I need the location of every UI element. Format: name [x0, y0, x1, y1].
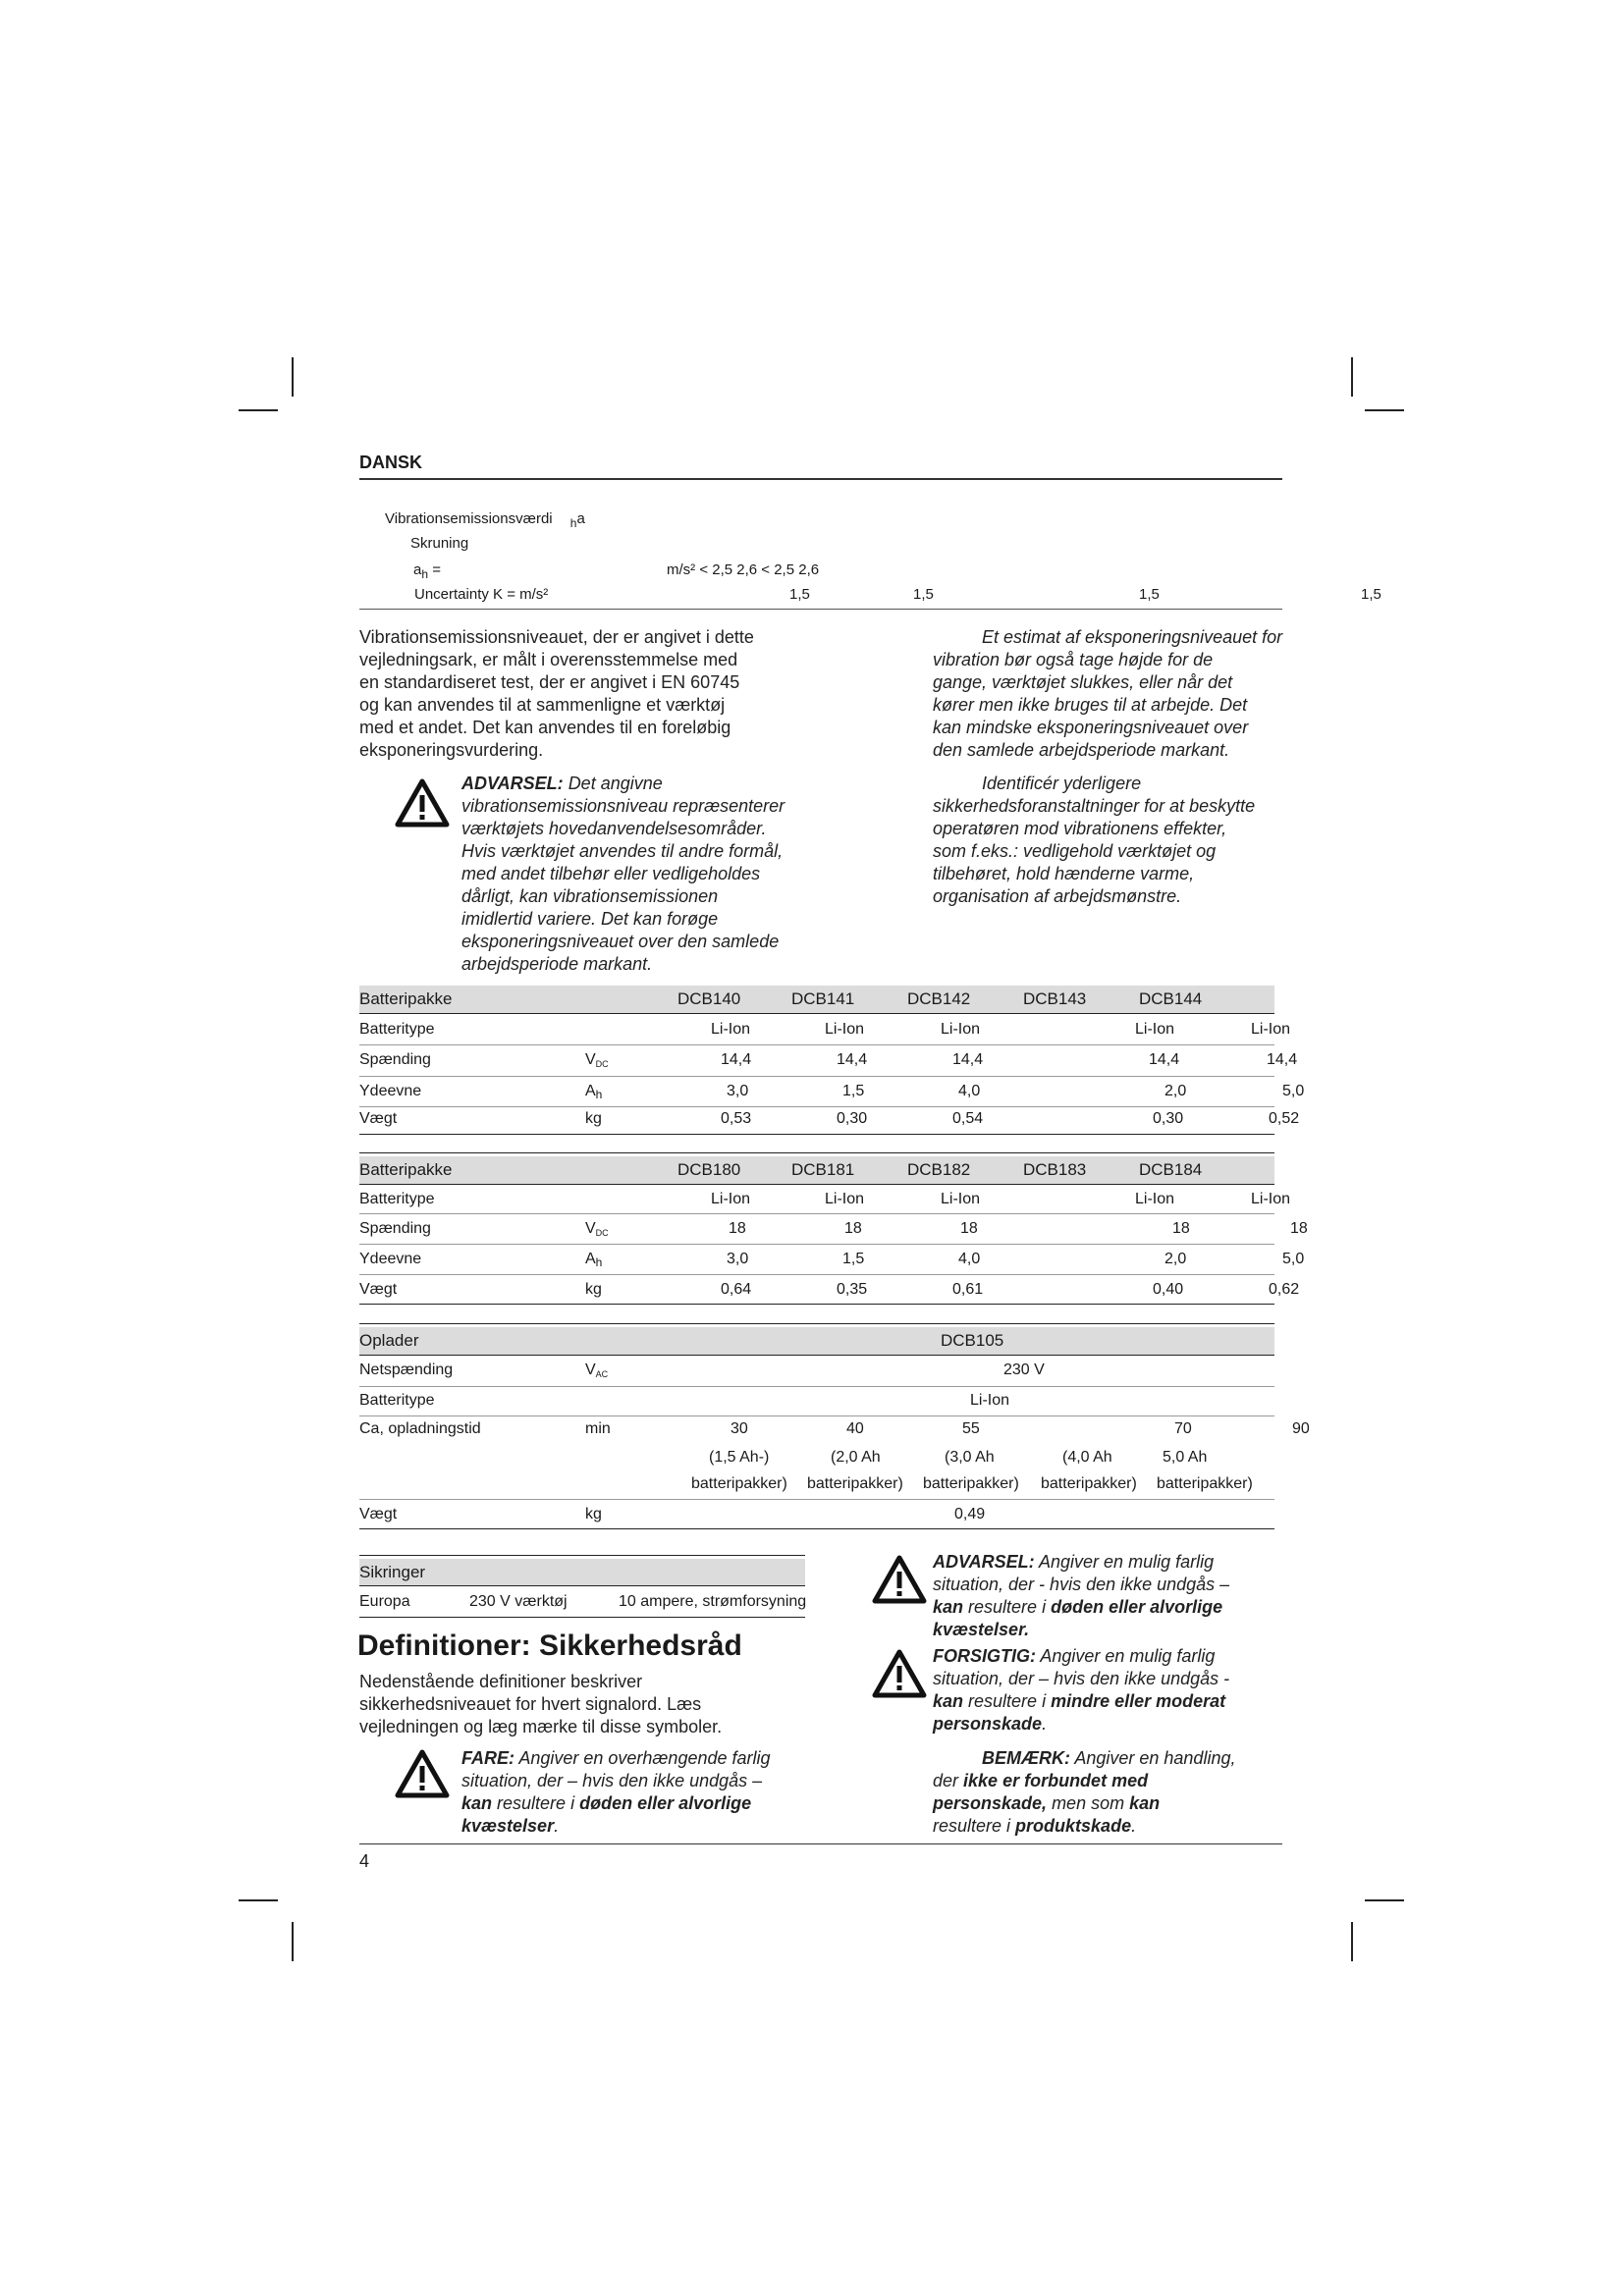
- row-label: Vægt: [359, 1506, 398, 1522]
- definitions-intro: [359, 1671, 722, 1738]
- model-col: DCB140: [677, 989, 741, 1008]
- cell-value: 14,4: [1267, 1051, 1298, 1068]
- row-rule: [359, 1244, 1274, 1245]
- bemaerk-definition: [933, 1747, 1235, 1838]
- cell-value: Li-Ion: [1135, 1021, 1175, 1038]
- warning-left-line: arbejdsperiode markant.: [461, 954, 653, 974]
- cell-value: 5,0: [1282, 1083, 1305, 1099]
- cell-value: Li-Ion: [1251, 1191, 1291, 1207]
- warning-left-label: ADVARSEL:: [461, 774, 564, 793]
- cell-value: 0,35: [837, 1281, 868, 1298]
- fare-kan: kan: [461, 1793, 493, 1813]
- intro-right-line: som f.eks.: vedligehold værktøjet og: [933, 841, 1217, 861]
- charge-pack: batteripakker): [1157, 1475, 1253, 1492]
- uncertainty-label: Uncertainty K = m/s²: [414, 586, 549, 603]
- charge-pack: batteripakker): [1041, 1475, 1137, 1492]
- fare-line: resultere i: [492, 1793, 580, 1813]
- row-rule: [359, 1617, 805, 1618]
- unit-sub: AC: [595, 1369, 609, 1379]
- vibration-rule: [359, 609, 1282, 610]
- intro-right-line: tilbehøret, hold hænderne varme,: [933, 864, 1195, 883]
- model-col: DCB144: [1139, 989, 1203, 1008]
- cell-value: Li-Ion: [941, 1021, 981, 1038]
- row-unit: [585, 1051, 609, 1069]
- row-rule: [359, 1386, 1274, 1387]
- cell-value: 0,61: [952, 1281, 984, 1298]
- intro-left-line: en standardiseret test, der er angivet i EN 60745: [359, 672, 740, 692]
- cell-value: 2,0: [1164, 1083, 1187, 1099]
- bemaerk-emph: produktskade: [1015, 1816, 1132, 1836]
- model-col: DCB143: [1023, 989, 1087, 1008]
- forsigtig-consequence: personskade: [933, 1714, 1043, 1734]
- row-unit: [585, 1362, 608, 1379]
- uncertainty-value: 1,5: [913, 586, 934, 603]
- vibration-title-text: Vibrationsemissionsværdi: [385, 510, 553, 527]
- row-rule: [359, 1134, 1274, 1135]
- charge-time: 30: [731, 1420, 748, 1437]
- model-col: DCB180: [677, 1160, 741, 1179]
- definitions-intro-line: sikkerhedsniveauet for hvert signalord. Læs: [359, 1694, 702, 1714]
- warning-left-line: værktøjets hovedanvendelsesområder.: [461, 819, 767, 838]
- row-label: Spænding: [359, 1220, 431, 1237]
- intro-right-line: vibration bør også tage højde for de: [933, 650, 1214, 669]
- model-col: DCB181: [791, 1160, 855, 1179]
- crop-mark: [292, 1922, 294, 1961]
- row-rule: [359, 1044, 1274, 1045]
- intro-right-line: kan mindske eksponeringsniveauet over: [933, 718, 1249, 737]
- charge-ah: (1,5 Ah-): [709, 1449, 770, 1466]
- row-label: Ydeevne: [359, 1251, 422, 1267]
- intro-left-line: og kan anvendes til at sammenligne et værktøj: [359, 695, 726, 715]
- unit-text: A: [585, 1083, 596, 1099]
- warning-left-line: Det angivne: [568, 774, 663, 793]
- intro-right-2: [933, 773, 1255, 908]
- advarsel-definition: [933, 1551, 1229, 1641]
- fare-line: Angiver en overhængende farlig: [518, 1748, 771, 1768]
- charge-time: 70: [1174, 1420, 1192, 1437]
- fuse-rating: 10 ampere, strømforsyning: [619, 1593, 807, 1610]
- cell-value: 14,4: [952, 1051, 984, 1068]
- crop-mark: [1351, 357, 1353, 397]
- unit-sub: h: [595, 1255, 603, 1269]
- cell-value: Li-Ion: [825, 1191, 865, 1207]
- cell-value: 5,0: [1282, 1251, 1305, 1267]
- warning-left-line: imidlertid variere. Det kan forøge: [461, 909, 719, 929]
- table-top-rule: [359, 1555, 805, 1556]
- ah-label: [413, 561, 441, 581]
- advarsel-label: ADVARSEL:: [933, 1552, 1035, 1572]
- table-rule: [359, 1013, 1274, 1014]
- warning-left-line: vibrationsemissionsniveau repræsenterer: [461, 796, 785, 816]
- forsigtig-period: .: [1042, 1714, 1048, 1734]
- bemaerk-line: Angiver en handling,: [1074, 1748, 1236, 1768]
- cell-value: 4,0: [958, 1251, 981, 1267]
- ah-label-sub: h: [421, 567, 429, 581]
- cell-value: Li-Ion: [711, 1191, 751, 1207]
- intro-left: [359, 626, 754, 762]
- row-rule: [359, 1076, 1274, 1077]
- table-top-rule: [359, 1152, 1274, 1153]
- row-label: Batteritype: [359, 1392, 435, 1409]
- row-unit: kg: [585, 1110, 602, 1127]
- row-unit: kg: [585, 1281, 602, 1298]
- table-rule: [359, 1184, 1274, 1185]
- row-label: Vægt: [359, 1110, 398, 1127]
- fare-consequence: kvæstelser: [461, 1816, 555, 1836]
- cell-value: 1,5: [842, 1251, 865, 1267]
- forsigtig-label: FORSIGTIG:: [933, 1646, 1036, 1666]
- row-rule: [359, 1274, 1274, 1275]
- unit-text: V: [585, 1362, 596, 1378]
- advarsel-kan: kan: [933, 1597, 964, 1617]
- cell-value: 0,62: [1269, 1281, 1300, 1298]
- uncertainty-value: 1,5: [1361, 586, 1381, 603]
- row-unit: [585, 1251, 602, 1269]
- charge-pack: batteripakker): [923, 1475, 1019, 1492]
- fare-label: FARE:: [461, 1748, 514, 1768]
- model-col: DCB183: [1023, 1160, 1087, 1179]
- cell-value: 0,30: [1153, 1110, 1184, 1127]
- row-rule: [359, 1106, 1274, 1107]
- row-unit: kg: [585, 1506, 602, 1522]
- charge-time: 40: [846, 1420, 864, 1437]
- intro-right-line: Identificér yderligere: [982, 774, 1142, 793]
- table-header-label: Batteripakke: [359, 989, 453, 1008]
- row-rule: [359, 1415, 1274, 1416]
- crop-mark: [292, 357, 294, 397]
- unit-sub: h: [595, 1088, 603, 1101]
- row-label: Netspænding: [359, 1362, 454, 1378]
- forsigtig-line: situation, der – hvis den ikke undgås -: [933, 1669, 1230, 1688]
- charge-pack: batteripakker): [807, 1475, 903, 1492]
- header-rule: [359, 478, 1282, 480]
- charge-time: 90: [1292, 1420, 1310, 1437]
- language-header: DANSK: [359, 453, 423, 472]
- bemaerk-emph: personskade,: [933, 1793, 1048, 1813]
- cell-value: 18: [1172, 1220, 1190, 1237]
- intro-left-line: Vibrationsemissionsniveauet, der er angivet i dette: [359, 627, 754, 647]
- bemaerk-period: .: [1131, 1816, 1137, 1836]
- charger-model: DCB105: [941, 1331, 1004, 1350]
- forsigtig-kan: kan: [933, 1691, 964, 1711]
- model-col: DCB182: [907, 1160, 971, 1179]
- row-rule: [359, 1499, 1274, 1500]
- intro-right-line: kører men ikke bruges til at arbejde. Det: [933, 695, 1248, 715]
- ah-values: m/s² < 2,5 2,6 < 2,5 2,6: [667, 561, 820, 578]
- row-unit: [585, 1220, 609, 1238]
- danger-triangle-icon: [395, 1749, 450, 1798]
- table-header-label: Batteripakke: [359, 1160, 453, 1179]
- row-label: Ca, opladningstid: [359, 1420, 481, 1437]
- crop-mark: [1365, 1899, 1404, 1901]
- row-label: Spænding: [359, 1051, 431, 1068]
- warning-left-line: med andet tilbehør eller vedligeholdes: [461, 864, 761, 883]
- charge-ah: (4,0 Ah: [1062, 1449, 1112, 1466]
- model-col: DCB184: [1139, 1160, 1203, 1179]
- cell-value: 18: [844, 1220, 862, 1237]
- fuse-tool: 230 V værktøj: [469, 1593, 568, 1610]
- forsigtig-line: Angiver en mulig farlig: [1040, 1646, 1216, 1666]
- unit-text: V: [585, 1051, 596, 1068]
- cell-value: Li-Ion: [970, 1392, 1010, 1409]
- table-header-band: [359, 1327, 1274, 1355]
- warning-left-line: Hvis værktøjet anvendes til andre formål,: [461, 841, 784, 861]
- cell-value: 18: [1290, 1220, 1308, 1237]
- row-label: Batteritype: [359, 1191, 435, 1207]
- advarsel-consequence: kvæstelser.: [933, 1620, 1030, 1639]
- table-top-rule: [359, 1323, 1274, 1324]
- cell-value: 14,4: [1149, 1051, 1180, 1068]
- intro-right-line: den samlede arbejdsperiode markant.: [933, 740, 1230, 760]
- caution-triangle-icon: [872, 1649, 927, 1698]
- vibration-subtitle: Skruning: [410, 535, 469, 552]
- cell-value: 14,4: [837, 1051, 868, 1068]
- charge-pack: batteripakker): [691, 1475, 787, 1492]
- intro-left-line: vejledningsark, er målt i overensstemmelse med: [359, 650, 738, 669]
- unit-text: A: [585, 1251, 596, 1267]
- unit-sub: DC: [595, 1059, 609, 1069]
- bemaerk-line: resultere i: [933, 1816, 1016, 1836]
- cell-value: 1,5: [842, 1083, 865, 1099]
- forsigtig-consequence: mindre eller moderat: [1051, 1691, 1226, 1711]
- fuse-region: Europa: [359, 1593, 410, 1610]
- bemaerk-line: men som: [1047, 1793, 1130, 1813]
- warning-left-line: eksponeringsniveauet over den samlede: [461, 932, 780, 951]
- unit-sub: DC: [595, 1228, 609, 1238]
- intro-left-line: eksponeringsvurdering.: [359, 740, 544, 760]
- charge-time: 55: [962, 1420, 980, 1437]
- cell-value: Li-Ion: [825, 1021, 865, 1038]
- forsigtig-definition: [933, 1645, 1229, 1735]
- fare-definition: [461, 1747, 771, 1838]
- row-label: Vægt: [359, 1281, 398, 1298]
- row-rule: [359, 1528, 1274, 1529]
- row-label: Ydeevne: [359, 1083, 422, 1099]
- cell-value: 2,0: [1164, 1251, 1187, 1267]
- cell-value: Li-Ion: [1251, 1021, 1291, 1038]
- cell-value: 14,4: [721, 1051, 752, 1068]
- cell-value: 4,0: [958, 1083, 981, 1099]
- intro-right-line: organisation af arbejdsmønstre.: [933, 886, 1182, 906]
- charge-ah: (2,0 Ah: [831, 1449, 881, 1466]
- uncertainty-value: 1,5: [1139, 586, 1160, 603]
- warning-left-line: dårligt, kan vibrationsemissionen: [461, 886, 719, 906]
- cell-value: 230 V: [1003, 1362, 1045, 1378]
- ah-label-a: a: [413, 561, 422, 578]
- bemaerk-emph: ikke er forbundet med: [963, 1771, 1149, 1790]
- vibration-title: [385, 510, 585, 530]
- model-col: DCB141: [791, 989, 855, 1008]
- model-col: DCB142: [907, 989, 971, 1008]
- intro-right-1: [933, 626, 1282, 762]
- intro-right-line: sikkerhedsforanstaltninger for at beskytte: [933, 796, 1256, 816]
- ah-label-eq: =: [432, 561, 441, 578]
- cell-value: 0,30: [837, 1110, 868, 1127]
- fare-period: .: [554, 1816, 560, 1836]
- cell-value: 0,54: [952, 1110, 984, 1127]
- fare-line: situation, der – hvis den ikke undgås –: [461, 1771, 763, 1790]
- crop-mark: [1365, 409, 1404, 411]
- cell-value: 0,53: [721, 1110, 752, 1127]
- uncertainty-value: 1,5: [789, 586, 810, 603]
- definitions-intro-line: vejledningen og læg mærke til disse symboler.: [359, 1717, 723, 1736]
- row-unit: min: [585, 1420, 611, 1437]
- bemaerk-line: der: [933, 1771, 964, 1790]
- bemaerk-label: BEMÆRK:: [982, 1748, 1070, 1768]
- row-rule: [359, 1213, 1274, 1214]
- warning-left: [461, 773, 785, 976]
- cell-value: 3,0: [727, 1251, 749, 1267]
- cell-value: 3,0: [727, 1083, 749, 1099]
- charge-ah: 5,0 Ah: [1163, 1449, 1208, 1466]
- fuse-header: Sikringer: [359, 1563, 426, 1581]
- cell-value: 0,64: [721, 1281, 752, 1298]
- page-number: 4: [359, 1851, 370, 1871]
- table-header-band: [359, 1559, 805, 1585]
- table-rule: [359, 1585, 805, 1586]
- row-rule: [359, 1304, 1274, 1305]
- table-rule: [359, 1355, 1274, 1356]
- row-label: Batteritype: [359, 1021, 435, 1038]
- definitions-intro-line: Nedenstående definitioner beskriver: [359, 1672, 643, 1691]
- intro-right-line: gange, værktøjet slukkes, eller når det: [933, 672, 1233, 692]
- cell-value: Li-Ion: [1135, 1191, 1175, 1207]
- crop-mark: [1351, 1922, 1353, 1961]
- row-unit: [585, 1083, 602, 1101]
- cell-value: Li-Ion: [941, 1191, 981, 1207]
- advarsel-line: resultere i: [963, 1597, 1052, 1617]
- bemaerk-kan: kan: [1129, 1793, 1161, 1813]
- advarsel-line: situation, der - hvis den ikke undgås –: [933, 1575, 1230, 1594]
- vibration-title-suffix: a: [576, 510, 585, 527]
- crop-mark: [239, 409, 278, 411]
- intro-right-line: operatøren mod vibrationens effekter,: [933, 819, 1227, 838]
- cell-value: 0,52: [1269, 1110, 1300, 1127]
- vibration-title-sub: h: [569, 516, 577, 530]
- intro-right-line: Et estimat af eksponeringsniveauet for: [982, 627, 1283, 647]
- forsigtig-line: resultere i: [963, 1691, 1052, 1711]
- warning-triangle-icon: [872, 1555, 927, 1604]
- cell-value: 0,40: [1153, 1281, 1184, 1298]
- cell-value: 18: [960, 1220, 978, 1237]
- advarsel-consequence: døden eller alvorlige: [1051, 1597, 1223, 1617]
- unit-text: V: [585, 1220, 596, 1237]
- footer-rule: [359, 1843, 1282, 1844]
- table-header-label: Oplader: [359, 1331, 419, 1350]
- advarsel-line: Angiver en mulig farlig: [1039, 1552, 1215, 1572]
- definitions-title: Definitioner: Sikkerhedsråd: [357, 1629, 742, 1662]
- warning-triangle-icon: [395, 778, 450, 828]
- fare-consequence: døden eller alvorlige: [579, 1793, 752, 1813]
- intro-left-line: med et andet. Det kan anvendes til en foreløbig: [359, 718, 731, 737]
- cell-value: 18: [729, 1220, 746, 1237]
- cell-value: Li-Ion: [711, 1021, 751, 1038]
- crop-mark: [239, 1899, 278, 1901]
- charge-ah: (3,0 Ah: [945, 1449, 995, 1466]
- cell-value: 0,49: [954, 1506, 986, 1522]
